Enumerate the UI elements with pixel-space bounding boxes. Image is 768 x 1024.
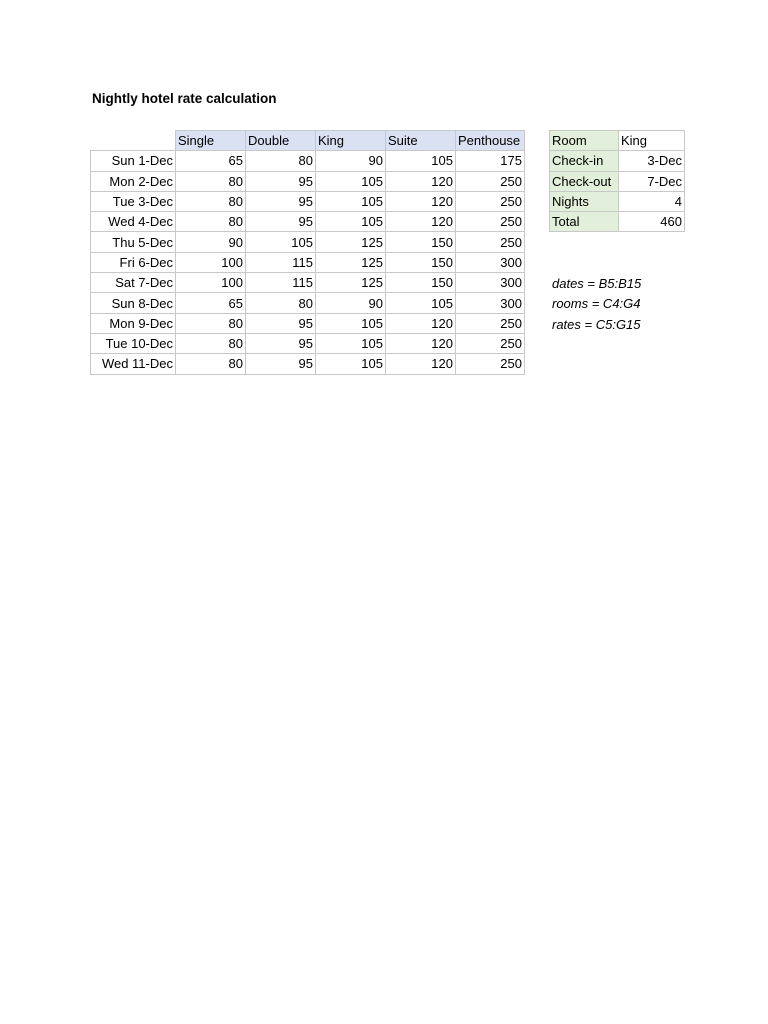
rate-cell[interactable]: 105 — [316, 191, 386, 211]
rate-cell[interactable]: 80 — [176, 212, 246, 232]
room-value[interactable]: King — [619, 131, 685, 151]
rate-cell[interactable]: 150 — [386, 273, 456, 293]
rate-cell[interactable]: 105 — [316, 313, 386, 333]
rate-cell[interactable]: 300 — [456, 252, 525, 272]
total-label[interactable]: Total — [550, 212, 619, 232]
rate-cell[interactable]: 250 — [456, 212, 525, 232]
header-penthouse[interactable]: Penthouse — [456, 131, 525, 151]
rate-row — [91, 313, 525, 333]
rate-cell[interactable]: 175 — [456, 151, 525, 171]
rate-row — [91, 151, 525, 171]
rate-cell[interactable]: 125 — [316, 232, 386, 252]
rate-row — [91, 232, 525, 252]
date-cell[interactable]: Tue 10-Dec — [91, 333, 176, 353]
rate-cell[interactable]: 120 — [386, 333, 456, 353]
nights-value[interactable]: 4 — [619, 191, 685, 211]
rate-cell[interactable]: 105 — [246, 232, 316, 252]
rates-table — [90, 130, 525, 375]
date-cell[interactable]: Tue 3-Dec — [91, 191, 176, 211]
rate-cell[interactable]: 95 — [246, 212, 316, 232]
rate-cell[interactable]: 125 — [316, 273, 386, 293]
rate-cell[interactable]: 105 — [316, 354, 386, 374]
rate-cell[interactable]: 300 — [456, 273, 525, 293]
room-label[interactable]: Room — [550, 131, 619, 151]
rate-cell[interactable]: 105 — [316, 171, 386, 191]
date-cell[interactable]: Wed 11-Dec — [91, 354, 176, 374]
rate-cell[interactable]: 105 — [316, 212, 386, 232]
rate-cell[interactable]: 95 — [246, 191, 316, 211]
rate-cell[interactable]: 80 — [246, 151, 316, 171]
room-row — [550, 131, 685, 151]
rate-cell[interactable]: 105 — [386, 293, 456, 313]
header-row — [91, 131, 525, 151]
checkin-label[interactable]: Check-in — [550, 151, 619, 171]
date-cell[interactable]: Sat 7-Dec — [91, 273, 176, 293]
rate-cell[interactable]: 115 — [246, 252, 316, 272]
named-ranges-notes — [552, 274, 641, 335]
rate-cell[interactable]: 65 — [176, 293, 246, 313]
date-cell[interactable]: Mon 9-Dec — [91, 313, 176, 333]
corner-cell[interactable] — [91, 131, 176, 151]
rate-row — [91, 191, 525, 211]
rate-cell[interactable]: 250 — [456, 191, 525, 211]
rate-cell[interactable]: 120 — [386, 212, 456, 232]
rate-cell[interactable]: 250 — [456, 333, 525, 353]
checkout-value[interactable]: 7-Dec — [619, 171, 685, 191]
booking-table — [549, 130, 685, 232]
total-row — [550, 212, 685, 232]
rate-cell[interactable]: 250 — [456, 232, 525, 252]
rate-cell[interactable]: 105 — [386, 151, 456, 171]
checkin-row — [550, 151, 685, 171]
note-dates[interactable]: dates = B5:B15 — [552, 276, 642, 291]
nights-row — [550, 191, 685, 211]
rate-cell[interactable]: 80 — [176, 191, 246, 211]
rate-cell[interactable]: 125 — [316, 252, 386, 272]
total-value[interactable]: 460 — [619, 212, 685, 232]
date-cell[interactable]: Sun 8-Dec — [91, 293, 176, 313]
rate-cell[interactable]: 120 — [386, 354, 456, 374]
rate-cell[interactable]: 115 — [246, 273, 316, 293]
header-single[interactable]: Single — [176, 131, 246, 151]
note-rooms[interactable]: rooms = C4:G4 — [552, 296, 641, 312]
date-cell[interactable]: Mon 2-Dec — [91, 171, 176, 191]
rate-cell[interactable]: 100 — [176, 273, 246, 293]
nights-label[interactable]: Nights — [550, 191, 619, 211]
rate-cell[interactable]: 95 — [246, 313, 316, 333]
header-suite[interactable]: Suite — [386, 131, 456, 151]
rate-cell[interactable]: 250 — [456, 171, 525, 191]
date-cell[interactable]: Fri 6-Dec — [91, 252, 176, 272]
checkin-value[interactable]: 3-Dec — [619, 151, 685, 171]
header-double[interactable]: Double — [246, 131, 316, 151]
rate-row — [91, 333, 525, 353]
rate-cell[interactable]: 120 — [386, 313, 456, 333]
rate-cell[interactable]: 100 — [176, 252, 246, 272]
note-rates[interactable]: rates = C5:G15 — [552, 316, 641, 332]
rate-row — [91, 252, 525, 272]
rate-cell[interactable]: 95 — [246, 171, 316, 191]
date-cell[interactable]: Thu 5-Dec — [91, 232, 176, 252]
rate-cell[interactable]: 80 — [176, 313, 246, 333]
rate-row — [91, 293, 525, 313]
rate-row — [91, 273, 525, 293]
rate-cell[interactable]: 95 — [246, 333, 316, 353]
rate-cell[interactable]: 300 — [456, 293, 525, 313]
header-king[interactable]: King — [316, 131, 386, 151]
rate-cell[interactable]: 80 — [176, 333, 246, 353]
checkout-label[interactable]: Check-out — [550, 171, 619, 191]
sheet-title: Nightly hotel rate calculation — [92, 91, 277, 106]
date-cell[interactable]: Wed 4-Dec — [91, 212, 176, 232]
rate-cell[interactable]: 150 — [386, 252, 456, 272]
rate-cell[interactable]: 90 — [316, 151, 386, 171]
rate-cell[interactable]: 80 — [176, 354, 246, 374]
rate-row — [91, 212, 525, 232]
rate-cell[interactable]: 80 — [176, 171, 246, 191]
rate-cell[interactable]: 80 — [246, 293, 316, 313]
rate-cell[interactable]: 250 — [456, 354, 525, 374]
rate-cell[interactable]: 250 — [456, 313, 525, 333]
rate-cell[interactable]: 105 — [316, 333, 386, 353]
rate-cell[interactable]: 120 — [386, 171, 456, 191]
rate-cell[interactable]: 90 — [176, 232, 246, 252]
rate-row — [91, 354, 525, 374]
checkout-row — [550, 171, 685, 191]
rate-cell[interactable]: 95 — [246, 354, 316, 374]
rate-row — [91, 171, 525, 191]
rates-body — [91, 131, 525, 375]
date-cell[interactable]: Sun 1-Dec — [91, 151, 176, 171]
rate-cell[interactable]: 150 — [386, 232, 456, 252]
rate-cell[interactable]: 120 — [386, 191, 456, 211]
rate-cell[interactable]: 90 — [316, 293, 386, 313]
rate-cell[interactable]: 65 — [176, 151, 246, 171]
